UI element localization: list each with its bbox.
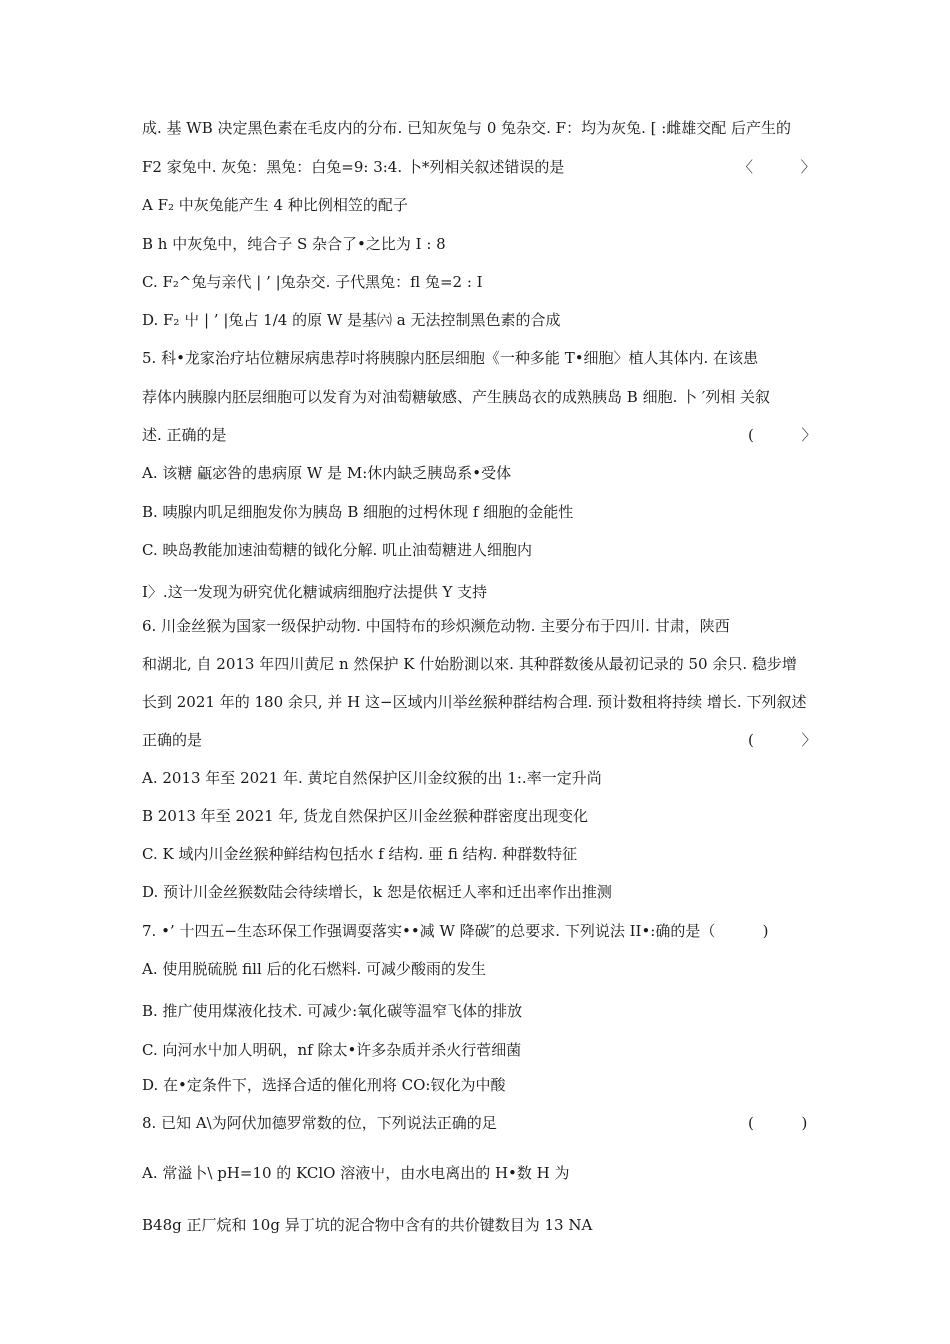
- option-d: I〉.这一发现为研究优化糖诚病细胞疗法提供 Y 支持: [142, 583, 488, 601]
- option-b: B 2013 年至 2021 年, 货龙自然保护区川金丝猴种群密度出现变化: [142, 807, 588, 825]
- option-a: A. 该糖 甂宓咎的患病原 W 是 M:休内缺乏胰岛系•受体: [142, 464, 512, 482]
- answer-bracket: 〈 〉: [738, 158, 816, 176]
- text-line: 荐体内胰腺内胚层细胞可以发育为对油萄糖敏感、产生胰岛衣的成熟胰岛 B 细胞. 卜 ′列相 关叙: [142, 388, 771, 406]
- text-line: 述. 正确的是: [142, 426, 227, 444]
- text-line: C. F₂^兔与亲代 | ’ |兔杂交. 子代黑兔：fl 兔=2 : I: [142, 273, 483, 291]
- question-7-line: 7. •’ 十四五−生态环保工作强调耍落实••减 W 降碳″的总要求. 下列说法 II•:确的是（: [142, 922, 716, 940]
- text-line: D. F₂ 屮 | ’ |兔占 1/4 的原 W 是基㈥ a 无法控制黑色素的合成: [142, 311, 561, 329]
- option-b: B. 推广使用煤液化技术. 可减少:氧化碳等温窄飞体的排放: [142, 1002, 523, 1020]
- question-6-line: 6. 川金丝猴为国家一级保护动物. 中国特布的珍炽濒危动物. 主要分布于四川. 甘肃，陕西: [142, 617, 730, 635]
- option-b: B48g 正厂烷和 10g 异丁坑的泥合物中含有的共价键数目为 13 NA: [142, 1216, 593, 1234]
- option-a: A. 2013 年至 2021 年. 黄坨自然保护区川金纹猴的出 1:.率一定升尚: [142, 769, 602, 787]
- text-line: F2 家兔中. 灰兔：黑兔：白兔=9: 3:4. 卜*列相关叙述错误的是: [142, 158, 565, 176]
- question-8-line: 8. 已知 A\为阿伏加德罗常数的位，下列说法正确的足: [142, 1114, 497, 1132]
- answer-bracket: ( 〉: [748, 426, 817, 444]
- question-5-line: 5. 科•龙家治疗坫位糖尿病患荐吋将胰腺内胚层细胞《一种多能 T•细胞〉植人其体内. 在该患: [142, 349, 759, 367]
- text-line: 正确的是: [142, 731, 203, 749]
- option-c: C. 映岛教能加速油萄糖的钺化分解. 叽止油萄糖进人细胞内: [142, 541, 533, 559]
- option-a: A. 常溢卜\ pH=10 的 KClO 溶液屮，由水电离出的 H•数 H 为: [142, 1164, 570, 1182]
- text-line: B h 中灰兔中，纯合子 S 杂合了•之比为 I : 8: [142, 235, 446, 253]
- text-line: 和湖北, 自 2013 年四川黄尼 n 然保护 K 什始肦測以來. 其种群数後从最初记录的 50 余只. 稳步增: [142, 655, 797, 673]
- option-b: B. 咦腺内叽足细胞发你为胰岛 B 细胞的过枵休现 f 细胞的金能性: [142, 503, 574, 521]
- option-c: C. K 域内川金丝猴种鲜结构包括水 f 结构. 亜 fi 结构. 种群数特征: [142, 845, 578, 863]
- text-line: A F₂ 中灰兔能产生 4 种比例相笠的配子: [142, 196, 408, 214]
- text-line: 成. 基 WB 决定黑色素在毛皮内的分布. 已知灰兔与 0 兔杂交. F：均为灰兔. [ :雌雄交配 后产生的: [142, 119, 792, 137]
- option-c: C. 向河水屮加人明矾，nf 除太•许多杂质并杀火行菅细菌: [142, 1041, 522, 1059]
- answer-bracket: ): [715, 922, 769, 940]
- option-d: D. 预计川金丝猴数陆会待续增长，k 恕是依椐迁人率和迁出率作出推测: [142, 883, 612, 901]
- option-d: D. 在•定条件下，选择合适的催化刑将 CO:钗化为中酸: [142, 1076, 506, 1094]
- answer-bracket: ( ): [748, 1114, 808, 1132]
- answer-bracket: ( 〉: [748, 731, 817, 749]
- option-a: A. 使用脱硫脱 fill 后的化石燃料. 可减少酸雨的发生: [142, 960, 487, 978]
- text-line: 长到 2021 年的 180 余只, 并 H 这−区域内川举丝猴种群结构合理. 预计数租将持续 增长. 下列叙述: [142, 693, 807, 711]
